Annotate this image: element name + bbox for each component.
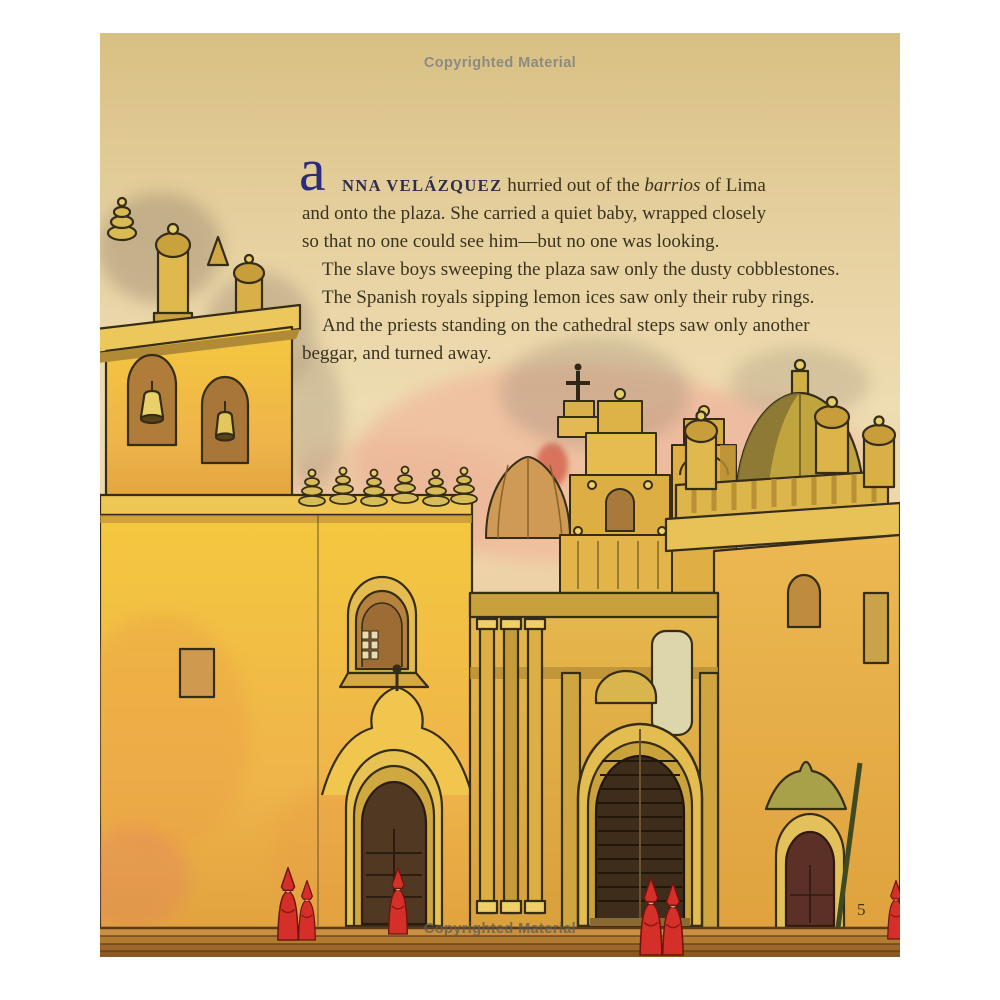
story-text [299,137,900,368]
pale-niche [652,631,692,735]
drop-cap: a [299,137,326,203]
story-line-1: a NNA VELÁZQUEZ hurried out of the barrios of Lima [299,137,766,203]
book-page [100,33,900,957]
story-line-3: so that no one could see him—but no one was looking. [302,231,720,252]
small-window [180,649,214,697]
central-facade [470,593,718,928]
opening-small-caps: NNA VELÁZQUEZ [342,176,503,195]
story-line-5: The Spanish royals sipping lemon ices saw only their ruby rings. [322,287,815,308]
italic-word: barrios [644,175,701,196]
main-portal [578,724,702,926]
copyright-notice-bottom: Copyrighted Material [423,921,577,937]
story-line-2: and onto the plaza. She carried a quiet baby, wrapped closely [302,203,767,224]
story-line-7: beggar, and turned away. [302,343,492,364]
page-number: 5 [857,900,866,919]
plaza-wall [100,467,477,929]
facade-columns [477,619,545,913]
story-line-4: The slave boys sweeping the plaza saw only the dusty cobblestones. [322,259,840,280]
copyright-notice-top: Copyrighted Material [423,55,577,71]
story-line-6: And the priests standing on the cathedral steps saw only another [322,315,810,336]
